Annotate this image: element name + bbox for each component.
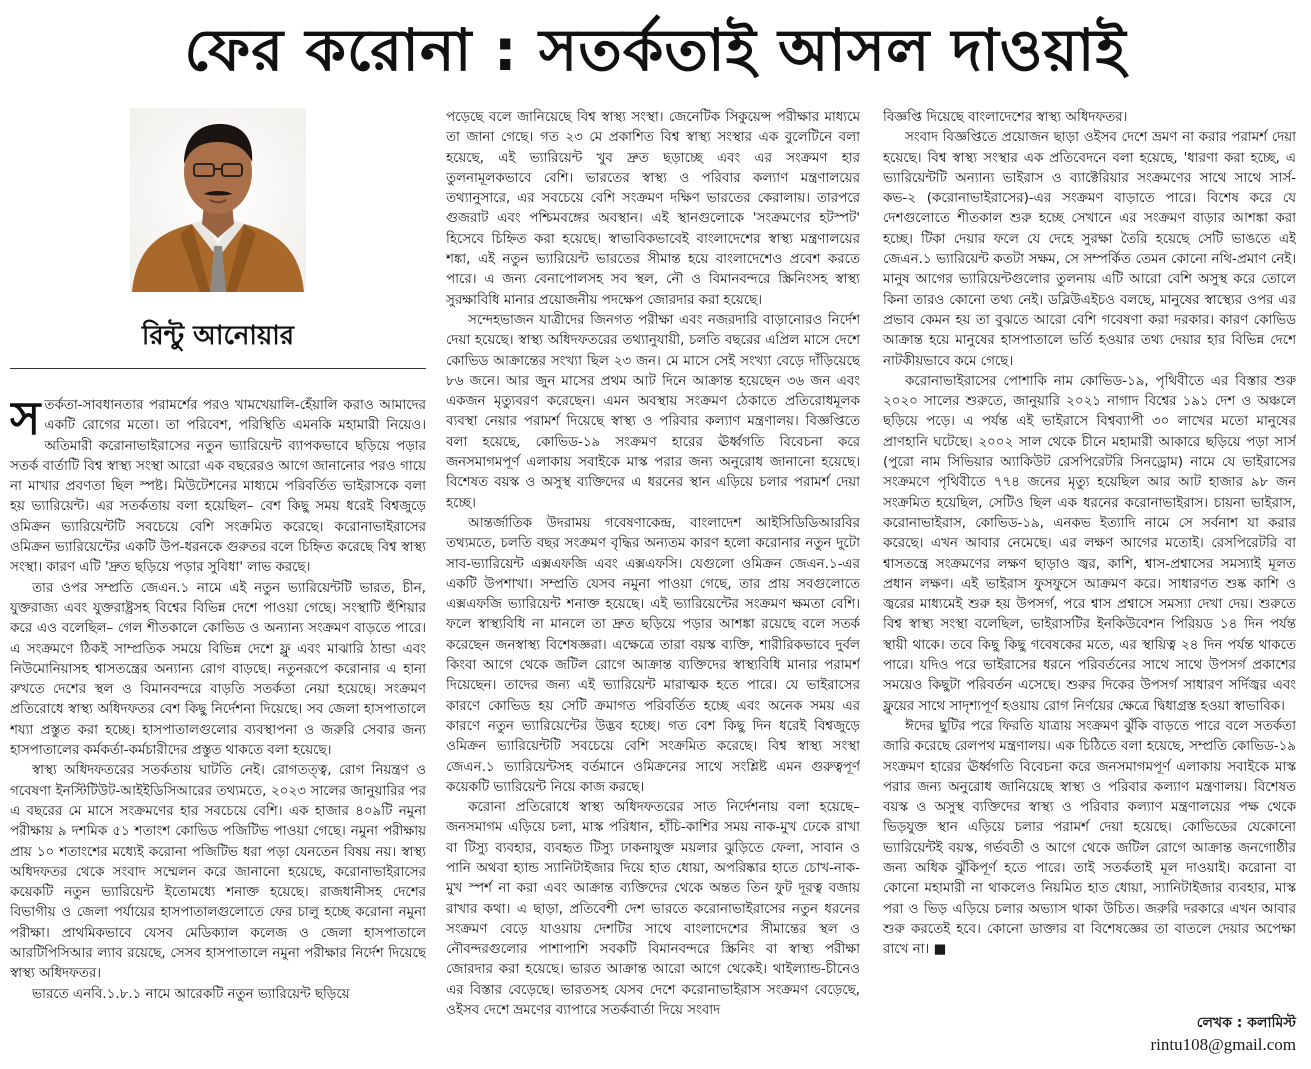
paragraph: করোনা প্রতিরোধে স্বাস্থ্য অধিদফতরের সাত নির্দেশনায় বলা হয়েছে– জনসমাগম এড়িয়ে চলা, মাস্ক পরিধান, হাঁচি-কাশির সময় নাক-মুখ ঢেকে রাখা বা টিস্যু ব্যবহার, ব্যবহৃত টিস্যু ঢাকনাযুক্ত ময়লার ঝুড়িতে ফেলা, সাবান ও পানি অথবা হ্যান্ড স্যানিটাইজার দিয়ে হাত ধোয়া, অপরিষ্কার হাতে চোখ-নাক-মুখ স্পর্শ না করা এবং আক্রান্ত ব্যক্তিদের থেকে অন্তত তিন ফুট দূরত্ব বজায় রাখার কথা। এ ছাড়া, প্রতিবেশী দেশ ভারতে করোনাভাইরাসের নতুন ধরনের সংক্রমণ বেড়ে যাওয়ায় দেশটির সাথে বাংলাদেশের সীমান্তের স্থল ও নৌবন্দরগুলোর পাশাপাশি সবকটি বিমানবন্দরে স্ক্রিনিং বা স্বাস্থ্য পরীক্ষা জোরদার করা হয়েছে। ভারত আক্রান্ত আরো আগে থেকেই। থাইল্যান্ড-চীনেও এর বিস্তার বেড়েছে। ভারতসহ যেসব দেশে করোনাভাইরাস সংক্রমণ বেড়েছে, ওইসব দেশে ভ্রমণের ব্যাপারে সতর্কবার্তা দিয়ে সংবাদ xyxy=(446,800,860,1019)
headline: ফের করোনা : সতর্কতাই আসল দাওয়াই xyxy=(184,16,1127,84)
column-3 xyxy=(883,108,1296,1020)
paragraph: করোনাভাইরাসের পোশাকি নাম কোভিড-১৯, পৃথিবীতে এর বিস্তার শুরু ২০২০ সালের শুরুতে, জানুয়ারি ২০২১ নাগাদ বিশ্বের ১৯১ দেশ ও অঞ্চলে ছড়িয়ে পড়ে। এ পর্যন্ত এই ভাইরাসে বিশ্বব্যাপী ৩০ লাখের মতো মানুষের প্রাণহানি ঘটেছে। ২০০২ সাল থেকে চীনে মহামারী আকারে ছড়িয়ে পড়া সার্স (পুরো নাম সিভিয়ার অ্যাকিউট রেসপিরেটরি সিনড্রোম) নামে যে ভাইরাসের সংক্রমণে পৃথিবীতে ৭৭৪ জনের মৃত্যু হয়েছিল আর আট হাজার ৯৮ জন সংক্রমিত হয়েছিল, সেটিও ছিল এক ধরনের করোনাভাইরাস। চায়না ভাইরাস, করোনাভাইরাস, কোভিড-১৯, এনকভ ইত্যাদি নামে সে সর্বনাশ যা করার করেছে। এখন আবার নেমেছে। এর লক্ষণ আগের মতোই। রেসপিরেটরি বা শ্বাসতন্ত্রে সংক্রমণের লক্ষণ ছাড়াও জ্বর, কাশি, শ্বাস-প্রশ্বাসের সমস্যাই মূলত প্রধান লক্ষণ। এই ভাইরাস ফুসফুসে আক্রমণ করে। সাধারণত শুষ্ক কাশি ও জ্বরের মাধ্যমেই শুরু হয় উপসর্গ, পরে শ্বাস প্রশ্বাসে সমস্যা দেখা দেয়। শুরুতে বিশ্ব স্বাস্থ্য সংস্থা বলেছিল, ভাইরাসটির ইনকিউবেশন পিরিয়ড ১৪ দিন পর্যন্ত স্থায়ী থাকে। তবে কিছু কিছু গবেষকের মতে, এর স্থায়িত্ব ২৪ দিন পর্যন্ত থাকতে পারে। যদিও পরে ভাইরাসের ধরনে পরিবর্তনের সাথে সাথে উপসর্গ প্রকাশের সময়েও কিছুটা পরিবর্তন এসেছে। শুরুর দিকের উপসর্গ সাধারণ সর্দিজ্বর এবং ফ্লুয়ের সাথে সাদৃশ্যপূর্ণ হওয়ায় রোগ নির্ণয়ের ক্ষেত্রে দ্বিধাগ্রস্ত হওয়া স্বাভাবিক। xyxy=(883,373,1296,714)
paragraph: ঈদের ছুটির পরে ফিরতি যাত্রায় সংক্রমণ ঝুঁকি বাড়তে পারে বলে সতর্কতা জারি করেছে রেলপথ মন্ত্রণালয়। এক চিঠিতে বলা হয়েছে, সম্প্রতি কোভিড-১৯ সংক্রমণ হারের ঊর্ধ্বগতি বিবেচনা করে জনসমাগমপূর্ণ এলাকায় সবাইকে মাস্ক পরার জন্য অনুরোধ জানিয়েছে স্বাস্থ্য ও পরিবার কল্যাণ মন্ত্রণালয়। বিশেষত বয়স্ক ও অসুস্থ ব্যক্তিদের স্বাস্থ্য ও পরিবার কল্যাণ মন্ত্রণালয়ের পক্ষ থেকে ভিড়যুক্ত স্থান এড়িয়ে চলার পরামর্শ দেয়া হয়েছে। কোভিডের যেকোনো ভ্যারিয়েন্টই বয়স্ক, গর্ভবতী ও আগে থেকে জটিল রোগে আক্রান্ত জনগোষ্ঠীর জন্য অধিক ঝুঁকিপূর্ণ হতে পারে। তাই সতর্কতাই মূল দাওয়াই। করোনা বা কোনো মহামারী না থাকলেও নিয়মিত হাত ধোয়া, স্যানিটাইজার ব্যবহার, মাস্ক পরা ও ভিড় এড়িয়ে চলার অভ্যাস থাকা উচিত। জরুরি দরকারে এখন আবার শুরু করতেই হবে। কোনো ডাক্তার বা বিশেষজ্ঞের তা বাতলে দেয়ার অপেক্ষা রাখে না। ■ xyxy=(883,718,1296,958)
paragraph: পড়েছে বলে জানিয়েছে বিশ্ব স্বাস্থ্য সংস্থা। জেনেটিক সিকুয়েন্স পরীক্ষার মাধ্যমে তা জানা গেছে। গত ২৩ মে প্রকাশিত বিশ্ব স্বাস্থ্য সংস্থার এক বুলেটিনে বলা হয়েছে, এই ভ্যারিয়েন্ট খুব দ্রুত ছড়াচ্ছে এবং এর সংক্রমণ হার তুলনামূলকভাবে বেশি। ভারতের স্বাস্থ্য ও পরিবার কল্যাণ মন্ত্রণালয়ের তথ্যানুসারে, এর সবচেয়ে বেশি সংক্রমণ দক্ষিণ ভারতের কেরালায়। তারপরে গুজরাট এবং পশ্চিমবঙ্গের অবস্থান। এই স্থানগুলোকে 'সংক্রমণের হটস্পট' হিসেবে চিহ্নিত করা হয়েছে। স্বাভাবিকভাবেই বাংলাদেশের স্বাস্থ্য মন্ত্রণালয়ের শঙ্কা, এই নতুন ভ্যারিয়েন্ট ভারতের সীমান্ত হয়ে বাংলাদেশেও প্রবেশ করতে পারে। এ জন্য বেনাপোলসহ সব স্থল, নৌ ও বিমানবন্দরে স্ক্রিনিংসহ স্বাস্থ্য সুরক্ষাবিধি মানার প্রয়োজনীয় পদক্ষেপ জোরদার করা হয়েছে। xyxy=(446,110,860,308)
author-role: লেখক : কলামিস্ট xyxy=(1196,1015,1296,1031)
author-email: rintu108@gmail.com xyxy=(1150,1035,1296,1054)
paragraph: বিজ্ঞপ্তি দিয়েছে বাংলাদেশের স্বাস্থ্য অধিদফতর। xyxy=(883,110,1128,125)
column-1-text xyxy=(10,396,426,1020)
column-1 xyxy=(10,108,426,1020)
paragraph: সংবাদ বিজ্ঞপ্তিতে প্রয়োজন ছাড়া ওইসব দেশে ভ্রমণ না করার পরামর্শ দেয়া হয়েছে। বিশ্ব স্বাস্থ্য সংস্থার এক প্রতিবেদনে বলা হয়েছে, 'ধারণা করা হচ্ছে, এ ভ্যারিয়েন্টটি অন্যান্য ভাইরাস ও ব্যাক্টেরিয়ার সংক্রমণের সাথে সাথে সার্স-কভ-২ (করোনাভাইরাসের)-এর সংক্রমণ বাড়াতে পারে। বিশেষ করে যে দেশগুলোতে শীতকাল শুরু হচ্ছে সেখানে এর সংক্রমণ বাড়ার আশঙ্কা করা হচ্ছে। টিকা দেয়ার ফলে যে দেহে সুরক্ষা তৈরি হয়েছে সেটি ভাঙতে এই জেএন.১ ভ্যারিয়েন্ট কতটা সক্ষম, সে সম্পর্কিত তেমন কোনো নথি-প্রমাণ নেই। মানুষ আগের ভ্যারিয়েন্টগুলোর তুলনায় এটি আরো বেশি অসুস্থ করে তোলে কিনা তারও কোনো তথ্য নেই। ডব্লিউএইচও বলছে, মানুষের স্বাস্থ্যের ওপর এর প্রভাব কেমন হয় তা বুঝতে আরো বেশি গবেষণা করা দরকার। কারণ কোভিড আক্রান্ত হয়ে মানুষের হাসপাতালে ভর্তি হওয়ার তথ্য দেয়ার হার বিভিন্ন দেশে নাটকীয়ভাবে কমে গেছে। xyxy=(883,130,1296,369)
author-name: রিন্টু আনোয়ার xyxy=(141,321,295,351)
paragraph: ভারতে এনবি.১.৮.১ নামে আরেকটি নতুন ভ্যারিয়েন্ট ছড়িয়ে xyxy=(32,986,350,1002)
paragraph: আন্তর্জাতিক উদরাময় গবেষণাকেন্দ্র, বাংলাদেশ আইসিডিডিআরবির তথ্যমতে, চলতি বছর সংক্রমণ বৃদ্ধির অন্যতম কারণ হলো করোনার নতুন দুটো সাব-ভ্যারিয়েন্ট এক্সএফজি এবং এক্সএফসি। যেগুলো ওমিক্রন জেএন.১-এর একটি উপশাখা। সম্প্রতি যেসব নমুনা পাওয়া গেছে, তার প্রায় সবগুলোতে এক্সএফজি ভ্যারিয়েন্ট শনাক্ত হয়েছে। এই ভ্যারিয়েন্টের সংক্রমণ ক্ষমতা বেশি। ফলে স্বাস্থ্যবিধি না মানলে তা দ্রুত ছড়িয়ে পড়ার আশঙ্কা রয়েছে বলে সতর্ক করেছেন জনস্বাস্থ্য বিশেষজ্ঞরা। এক্ষেত্রে তারা বয়স্ক ব্যক্তি, শারীরিকভাবে দুর্বল কিংবা আগে থেকে জটিল রোগে আক্রান্ত ব্যক্তিদের স্বাস্থ্যবিধি মানার পরামর্শ দিয়েছেন। তাদের জন্য এই ভ্যারিয়েন্ট মারাত্মক হতে পারে। যে ভাইরাসের কারণে কোভিড হয় সেটি ক্রমাগত পরিবর্তিত হচ্ছে এবং অনেক সময় এর কারণে নতুন ভ্যারিয়েন্টের উদ্ভব হচ্ছে। গত বেশ কিছু দিন ধরেই বিশ্বজুড়ে ওমিক্রন ভ্যারিয়েন্টটি সবচেয়ে বেশি সংক্রমিত করেছে। বিশ্ব স্বাস্থ্য সংস্থা জেএন.১ ভ্যারিয়েন্টসহ বর্তমানে ওমিক্রনের সাথে সংশ্লিষ্ট এমন গুরুত্বপূর্ণ কয়েকটি ভ্যারিয়েন্ট নিয়ে কাজ করছে। xyxy=(446,515,860,795)
paragraph: তার ওপর সম্প্রতি জেএন.১ নামে এই নতুন ভ্যারিয়েন্টটি ভারত, চীন, যুক্তরাজ্য এবং যুক্তরাষ্ট্রসহ বিশ্বের বিভিন্ন দেশে পাওয়া গেছে। সংস্থাটি হুঁশিয়ার করে এও বলেছিল– গেল শীতকালে কোভিড ও অন্যান্য সংক্রমণ বাড়তে পারে। এ সংক্রমণে ঠিকই সাম্প্রতিক সময়ে বিভিন্ন দেশে ফ্লু এবং মাঝারি ঠান্ডা এবং নিউমোনিয়াসহ শ্বাসতন্ত্রের অন্যান্য রোগ বাড়ছে। নতুনরূপে করোনার এ হানা রুখতে দেশের স্থল ও বিমানবন্দরে বাড়তি সতর্কতা নেয়া হয়েছে। সংক্রমণ প্রতিরোধে স্বাস্থ্য অধিদফতর বেশ কিছু নির্দেশনা দিয়েছে। সব জেলা হাসপাতালে শয্যা প্রস্তুত করা হচ্ছে। হাসপাতালগুলোর ব্যবস্থাপনা ও জরুরি সেবার জন্য হাসপাতালের কর্মকর্তা-কর্মচারীদের প্রস্তুত থাকতে বলা হয়েছে। xyxy=(10,580,426,759)
paragraph: সন্দেহভাজন যাত্রীদের জিনগত পরীক্ষা এবং নজরদারি বাড়ানোরও নির্দেশ দেয়া হয়েছে। স্বাস্থ্য অধিদফতরের তথ্যানুযায়ী, চলতি বছরের এপ্রিল মাসে দেশে কোভিড আক্রান্তের সংখ্যা ছিল ২৩ জন। মে মাসে সেই সংখ্যা বেড়ে দাঁড়িয়েছে ৮৬ জনে। আর জুন মাসের প্রথম আট দিনে আক্রান্ত হয়েছেন ৩৬ জন এবং একজন মৃত্যুবরণ করেছেন। এমন অবস্থায় সংক্রমণ ঠেকাতে প্রতিরোধমূলক ব্যবস্থা নেয়ার পরামর্শ দিয়েছে স্বাস্থ্য ও পরিবার কল্যাণ মন্ত্রণালয়। বিজ্ঞপ্তিতে বলা হয়েছে, কোভিড-১৯ সংক্রমণ হারের ঊর্ধ্বগতি বিবেচনা করে জনসমাগমপূর্ণ এলাকায় সবাইকে মাস্ক পরার জন্য অনুরোধ জানানো হয়েছে। বিশেষত বয়স্ক ও অসুস্থ ব্যক্তিদের এ ধরনের স্থান এড়িয়ে চলার পরামর্শ দেয়া হচ্ছে। xyxy=(446,312,860,511)
divider xyxy=(10,368,426,369)
paragraph: স্বাস্থ্য অধিদফতরের সতর্কতায় ঘাটতি নেই। রোগতত্ত্ব, রোগ নিয়ন্ত্রণ ও গবেষণা ইনস্টিটিউট-আইইডিসিআরের তথ্যমতে, ২০২৩ সালের জানুয়ারির পর এ বছরের মে মাসে সংক্রমণের হার সবচেয়ে বেশি। এক হাজার ৪০৯টি নমুনা পরীক্ষায় ৯ দশমিক ৫১ শতাংশ কোভিড পজিটিভ পাওয়া গেছে। নমুনা পরীক্ষায় প্রায় ১০ শতাংশের মধ্যেই করোনা পজিটিভ ধরা পড়া যেনতেন বিষয় নয়। স্বাস্থ্য অধিদফতর থেকে সংবাদ সম্মেলন করে জানানো হয়েছে, করোনাভাইরাসের কয়েকটি নতুন ভ্যারিয়েন্ট ইতোমধ্যে শনাক্ত হয়েছে। রাজধানীসহ দেশের বিভাগীয় ও জেলা পর্যায়ের হাসপাতালগুলোতে ফের চালু হচ্ছে করোনা নমুনা পরীক্ষা। প্রাথমিকভাবে যেসব মেডিক্যাল কলেজ ও জেলা হাসপাতালে আরটিপিসিআর ল্যাব রয়েছে, সেসব হাসপাতালে নমুনা পরীক্ষার নির্দেশ দিয়েছে স্বাস্থ্য অধিদফতর। xyxy=(10,763,426,982)
drop-cap: স xyxy=(10,396,41,445)
paragraph-text: তর্কতা-সাবধানতার পরামর্শের পরও খামখেয়ালি-হেঁয়ালি করাও আমাদের একটি রোগের মতো। তা পরিবেশ, পরিস্থিতি এমনকি মহামারী নিয়েও। অতিমারী করোনাভাইরাসের নতুন ভ্যারিয়েন্ট ব্যাপকভাবে ছড়িয়ে পড়ার সতর্ক বার্তাটি বিশ্ব স্বাস্থ্য সংস্থা আরো এক বছরেরও আগে জানানোর পরও গায়ে না মাখার প্রবণতা ছিল স্পষ্ট। মিউটেশনের মাধ্যমে পরিবর্তিত ভাইরাসকে বলা হয় ভ্যারিয়েন্ট। এর সতর্কতায় বলা হয়েছিল– বেশ কিছু সময় ধরেই বিশ্বজুড়ে ওমিক্রন ভ্যারিয়েন্টটি সবচেয়ে বেশি সংক্রমিত করেছে। করোনাভাইরাসের ওমিক্রন ভ্যারিয়েন্টের একটি উপ-ধরনকে গুরুতর বলে চিহ্নিত করেছে বিশ্ব স্বাস্থ্য সংস্থা। কারণ এটি 'দ্রুত ছড়িয়ে পড়ার সুবিধা' লাভ করছে। xyxy=(10,398,426,576)
paragraph xyxy=(10,396,426,579)
author-block xyxy=(10,108,426,368)
byline xyxy=(883,1013,1296,1055)
author-portrait xyxy=(130,108,306,292)
column-2 xyxy=(446,108,860,1058)
